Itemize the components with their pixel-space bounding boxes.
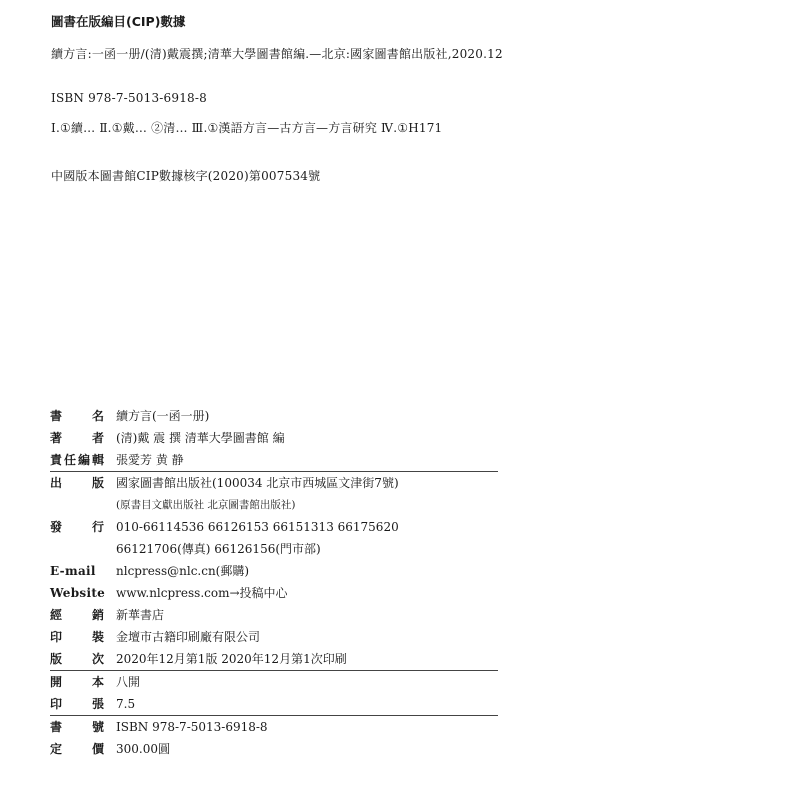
meta-row-title [50, 405, 498, 427]
meta-value: www.nlcpress.com→投稿中心 [116, 586, 288, 600]
meta-label: 版次 [50, 652, 104, 666]
meta-value: 張愛芳 黄 静 [116, 453, 184, 467]
meta-value: 新華書店 [116, 608, 165, 622]
cip-catalog-line: 續方言:一函一册/(清)戴震撰;清華大學圖書館編.—北京:國家圖書館出版社,2020.12 [51, 47, 503, 61]
meta-label: E-mail [50, 564, 96, 578]
meta-value: 續方言(一函一册) [116, 409, 210, 423]
meta-row-editor [50, 449, 498, 472]
meta-value: 7.5 [116, 697, 136, 711]
meta-row-publisher [50, 472, 498, 494]
meta-row-distribution [50, 516, 498, 538]
meta-row-website [50, 582, 498, 604]
meta-value: (原書目文獻出版社 北京圖書館出版社) [116, 499, 296, 511]
meta-value: 金壇市古籍印刷廠有限公司 [116, 630, 261, 644]
meta-label: 定價 [50, 742, 104, 756]
meta-label: 責任編輯 [50, 453, 104, 467]
meta-value: 66121706(傳真) 66126156(門市部) [116, 542, 321, 556]
meta-value: 國家圖書館出版社(100034 北京市西城區文津街7號) [116, 476, 399, 490]
meta-label: 開本 [50, 675, 104, 689]
meta-row-seller [50, 604, 498, 626]
meta-label: 經銷 [50, 608, 104, 622]
meta-row-distribution-fax [50, 538, 498, 560]
cip-subjects: Ⅰ.①續… Ⅱ.①戴… ②清… Ⅲ.①漢語方言—古方言—方言研究 Ⅳ.①H171 [51, 121, 443, 135]
meta-label: Website [50, 586, 106, 600]
cip-isbn: ISBN 978-7-5013-6918-8 [51, 91, 207, 105]
meta-value: 300.00圓 [116, 742, 170, 756]
meta-row-book-number [50, 716, 498, 738]
cip-record-number: 中國版本圖書館CIP數據核字(2020)第007534號 [51, 169, 321, 183]
meta-label: 發行 [50, 520, 104, 534]
publication-details [50, 405, 498, 760]
cip-title: 圖書在版編目(CIP)數據 [51, 14, 186, 29]
meta-label: 書名 [50, 409, 104, 423]
meta-value: ISBN 978-7-5013-6918-8 [116, 720, 268, 734]
meta-value: nlcpress@nlc.cn(郵購) [116, 564, 250, 578]
meta-row-edition [50, 648, 498, 671]
meta-value: (清)戴 震 撰 清華大學圖書館 編 [116, 431, 285, 445]
meta-value: 八開 [116, 675, 141, 689]
meta-label: 印張 [50, 697, 104, 711]
meta-row-publisher-former [50, 494, 498, 516]
meta-value: 2020年12月第1版 2020年12月第1次印刷 [116, 652, 347, 666]
meta-label: 印裝 [50, 630, 104, 644]
meta-row-printer [50, 626, 498, 648]
meta-label: 書號 [50, 720, 104, 734]
meta-row-email [50, 560, 498, 582]
meta-value: 010-66114536 66126153 66151313 66175620 [116, 520, 399, 534]
meta-row-format [50, 671, 498, 693]
meta-row-price [50, 738, 498, 760]
meta-label: 出版 [50, 476, 104, 490]
meta-row-sheets [50, 693, 498, 716]
meta-row-author [50, 427, 498, 449]
meta-label: 著者 [50, 431, 104, 445]
